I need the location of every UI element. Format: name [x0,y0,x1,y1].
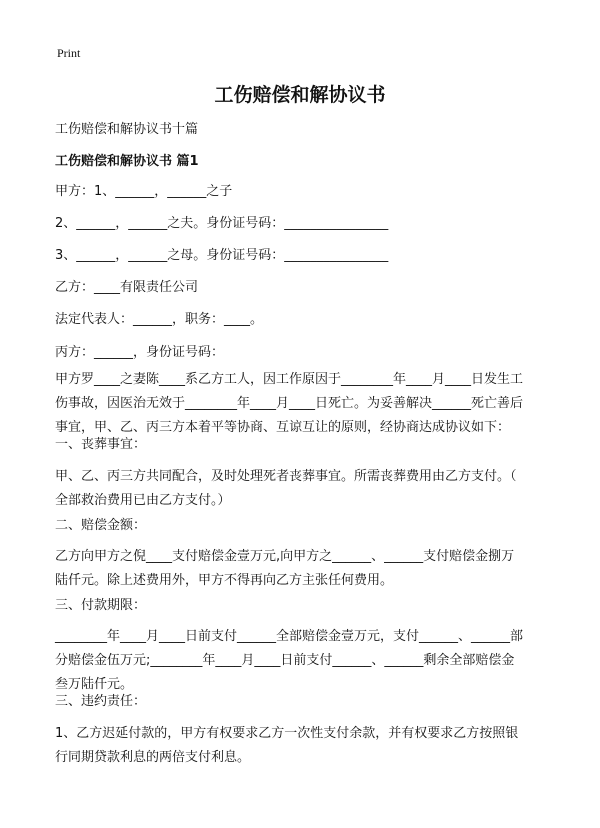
print-label: Print [57,46,81,60]
compensation-line-2: 陆仟元。除上述费用外，甲方不得再向乙方主张任何费用。 [55,573,394,588]
intro-line-2: 伤事故，因医治无效于________年____月____日死亡。为妥善解决______死亡善后 [55,396,524,411]
funeral-paragraph [55,465,555,513]
section-title: 工伤赔偿和解协议书 篇1 [55,154,199,169]
legal-rep-line: 法定代表人：______，职务：____。 [55,312,264,327]
party-b-line: 乙方：____有限责任公司 [55,280,199,295]
heading-funeral: 一、丧葬事宜： [55,437,147,452]
party-a-line-1: 甲方：1、______，______之子 [55,184,233,199]
funeral-line-2: 全部救治费用已由乙方支付。） [55,493,231,508]
compensation-paragraph [55,545,555,593]
document-title: 工伤赔偿和解协议书 [214,84,386,106]
payment-line-1: ________年____月____日前支付______全部赔偿金壹万元，支付______、______部 [55,629,524,644]
payment-line-2: 分赔偿金伍万元;________年____月____日前支付______、______剩余全部赔偿金 [55,653,515,668]
breach-line-2: 行同期贷款利息的两倍支付利息。 [55,750,251,765]
heading-compensation: 二、赔偿金额： [55,518,147,533]
intro-line-3: 事宜，甲、乙、丙三方本着平等协商、互谅互让的原则，经协商达成协议如下： [55,420,511,435]
party-a-line-3: 3、______，______之母。身份证号码：________________ [55,248,389,263]
document-subtitle: 工伤赔偿和解协议书十篇 [55,122,199,137]
intro-line-1: 甲方罗____之妻陈____系乙方工人，因工作原因于________年____月____日发生工 [55,372,524,387]
breach-paragraph [55,722,555,770]
payment-line-3: 叁万陆仟元。 [55,677,134,692]
heading-payment-term: 三、付款期限： [55,598,147,613]
party-c-line: 丙方：______，身份证号码： [55,345,225,360]
breach-line-1: 1、乙方迟延付款的，甲方有权要求乙方一次性支付余款，并有权要求乙方按照银 [55,726,519,741]
compensation-line-1: 乙方向甲方之倪____支付赔偿金壹万元,向甲方之______、______支付赔偿金捌万 [55,549,515,564]
intro-paragraph [55,368,555,440]
party-a-line-2: 2、______，______之夫。身份证号码：________________ [55,216,389,231]
payment-paragraph [55,625,555,697]
heading-breach: 三、违约责任： [55,694,147,709]
funeral-line-1: 甲、乙、丙三方共同配合，及时处理死者丧葬事宜。所需丧葬费用由乙方支付。（ [55,469,517,484]
